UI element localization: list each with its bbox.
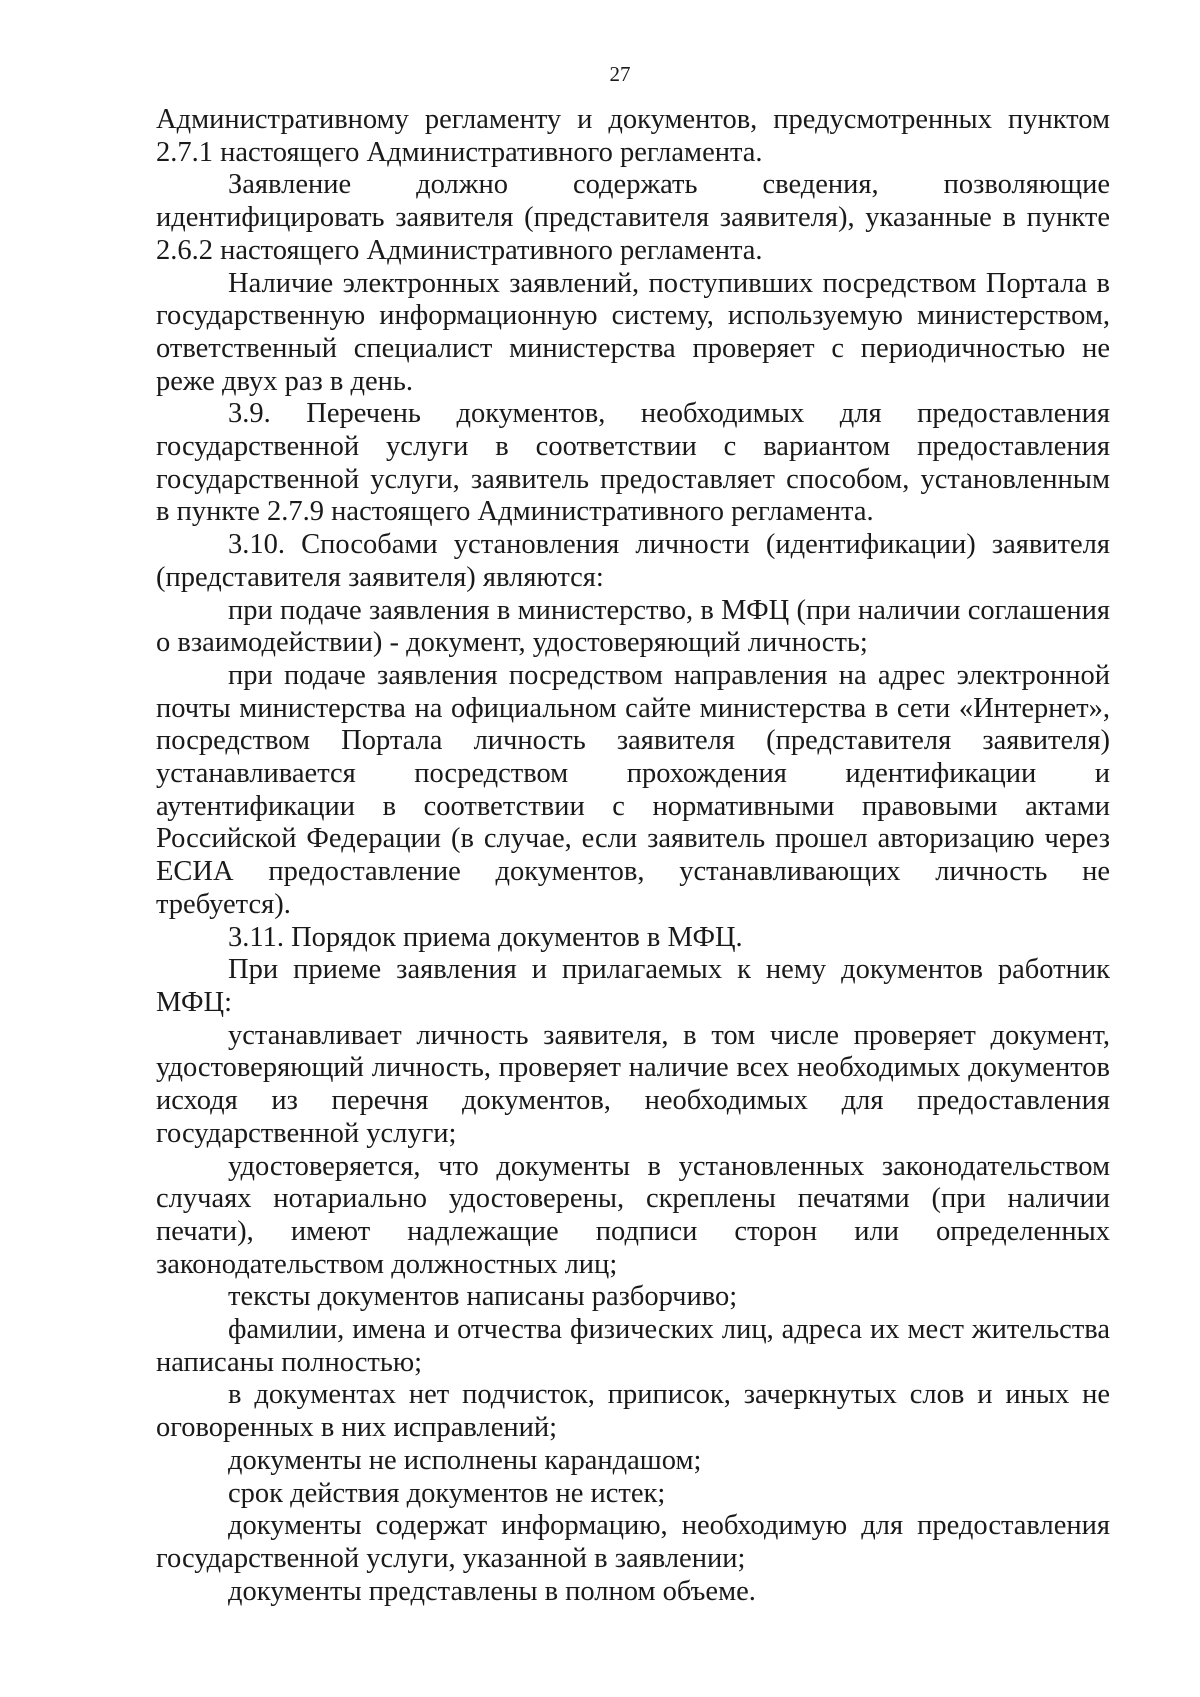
page-number: 27 bbox=[609, 62, 631, 86]
paragraph-1: Административному регламенту и документов, предусмотренных пунктом 2.7.1 настоящего Административного регламента. bbox=[156, 104, 1110, 168]
paragraph-7: при подаче заявления посредством направления на адрес электронной почты министерства на официальном сайте министерства в сети «Интернет», посредством Портала личность заявителя (представителя заявителя) устанавливается посредством прохождения идентификации и аутентификации в соответствии с нормативными правовыми актами Российской Федерации (в случае, если заявитель прошел авторизацию через ЕСИА предоставление документов, устанавливающих личность не требуется). bbox=[156, 659, 1110, 920]
paragraph-11: удостоверяется, что документы в установленных законодательством случаях нотариально удостоверены, скреплены печатями (при наличии печати), имеют надлежащие подписи сторон или определенных законодательством должностных лиц; bbox=[156, 1150, 1110, 1280]
document-body bbox=[156, 104, 1110, 1608]
paragraph-17: документы содержат информацию, необходимую для предоставления государственной услуги, указанной в заявлении; bbox=[156, 1510, 1110, 1574]
paragraph-6: при подаче заявления в министерство, в МФЦ (при наличии соглашения о взаимодействии) - документ, удостоверяющий личность; bbox=[156, 594, 1110, 659]
paragraph-15: документы не исполнены карандашом; bbox=[228, 1444, 702, 1476]
paragraph-9: При приеме заявления и прилагаемых к нему документов работник МФЦ: bbox=[156, 954, 1110, 1018]
paragraph-10: устанавливает личность заявителя, в том числе проверяет документ, удостоверяющий личность, проверяет наличие всех необходимых документов исходя из перечня документов, необходимых для предоставления государственной услуги; bbox=[156, 1019, 1110, 1149]
paragraph-5: 3.10. Способами установления личности (идентификации) заявителя (представителя заявителя) являются: bbox=[156, 529, 1110, 593]
paragraph-13: фамилии, имена и отчества физических лиц, адреса их мест жительства написаны полностью; bbox=[156, 1314, 1110, 1378]
paragraph-18: документы представлены в полном объеме. bbox=[228, 1575, 756, 1607]
paragraph-14: в документах нет подчисток, приписок, зачеркнутых слов и иных не оговоренных в них исправлений; bbox=[156, 1379, 1110, 1444]
paragraph-12: тексты документов написаны разборчиво; bbox=[228, 1281, 738, 1313]
paragraph-2: Заявление должно содержать сведения, позволяющие идентифицировать заявителя (представителя заявителя), указанные в пункте 2.6.2 настоящего Административного регламента. bbox=[156, 169, 1110, 266]
paragraph-8: 3.11. Порядок приема документов в МФЦ. bbox=[228, 921, 743, 953]
paragraph-4: 3.9. Перечень документов, необходимых для предоставления государственной услуги в соответствии с вариантом предоставления государственной услуги, заявитель предоставляет способом, установленным в пункте 2.7.9 настоящего Административного регламента. bbox=[156, 398, 1110, 528]
paragraph-16: срок действия документов не истек; bbox=[228, 1477, 666, 1509]
paragraph-3: Наличие электронных заявлений, поступивших посредством Портала в государственную информационную систему, используемую министерством, ответственный специалист министерства проверяет с периодичностью не реже двух раз в день. bbox=[156, 267, 1110, 397]
